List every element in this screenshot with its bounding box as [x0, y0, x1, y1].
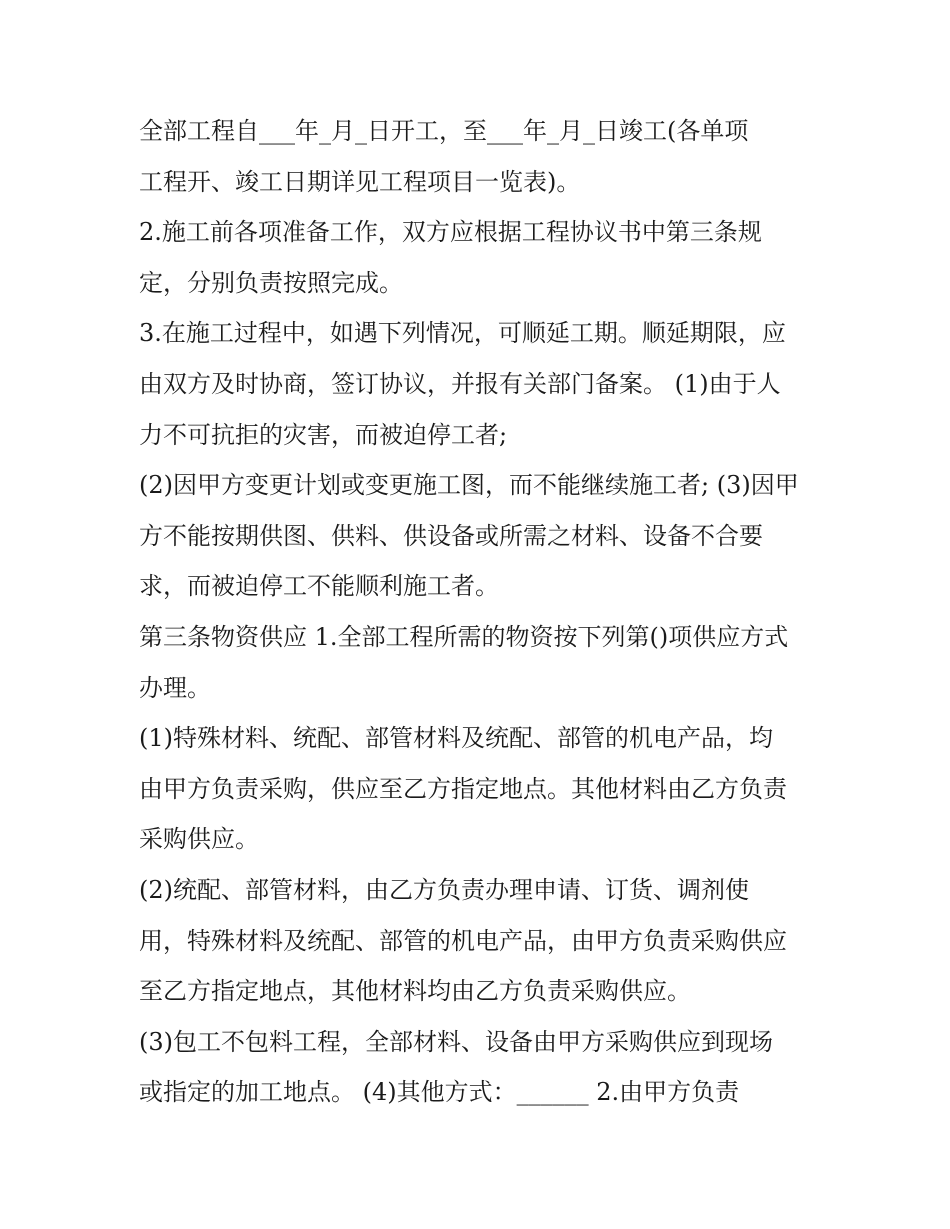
text-line-1: 全部工程自___年_月_日开工，至___年_月_日竣工(各单项: [139, 117, 749, 145]
text-line-19: (3)包工不包料工程，全部材料、设备由甲方采购供应到现场: [139, 1027, 773, 1056]
text-line-13: (1)特殊材料、统配、部管材料及统配、部管的机电产品，均: [139, 724, 773, 753]
text-line-17: 用，特殊材料及统配、部管的机电产品，由甲方负责采购供应: [139, 926, 787, 955]
text-line-7: 力不可抗拒的灾害，而被迫停工者;: [139, 420, 508, 449]
text-line-16: (2)统配、部管材料，由乙方负责办理申请、订货、调剂使: [139, 875, 749, 904]
text-line-5: 3.在施工过程中，如遇下列情况，可顺延工期。顺延期限，应: [139, 319, 786, 348]
text-line-18: 至乙方指定地点，其他材料均由乙方负责采购供应。: [139, 977, 691, 1006]
text-line-2: 工程开、竣工日期详见工程项目一览表)。: [139, 167, 581, 196]
text-line-4: 定，分别负责按照完成。: [139, 268, 403, 297]
text-line-11: 第三条物资供应 1.全部工程所需的物资按下列第()项供应方式: [139, 622, 789, 651]
text-line-6: 由双方及时协商，签订协议，并报有关部门备案。 (1)由于人: [139, 369, 781, 398]
text-line-14: 由甲方负责采购，供应至乙方指定地点。其他材料由乙方负责: [139, 774, 787, 803]
text-line-3: 2.施工前各项准备工作，双方应根据工程协议书中第三条规: [139, 218, 762, 247]
text-line-15: 采购供应。: [139, 825, 259, 854]
text-line-9: 方不能按期供图、供料、供设备或所需之材料、设备不合要: [139, 521, 763, 550]
text-line-20: 或指定的加工地点。 (4)其他方式：______ 2.由甲方负责: [139, 1078, 740, 1107]
text-line-10: 求，而被迫停工不能顺利施工者。: [139, 572, 499, 601]
text-line-12: 办理。: [139, 673, 211, 702]
text-line-8: (2)因甲方变更计划或变更施工图，而不能继续施工者; (3)因甲: [139, 471, 799, 500]
contract-text: [139, 106, 829, 1118]
